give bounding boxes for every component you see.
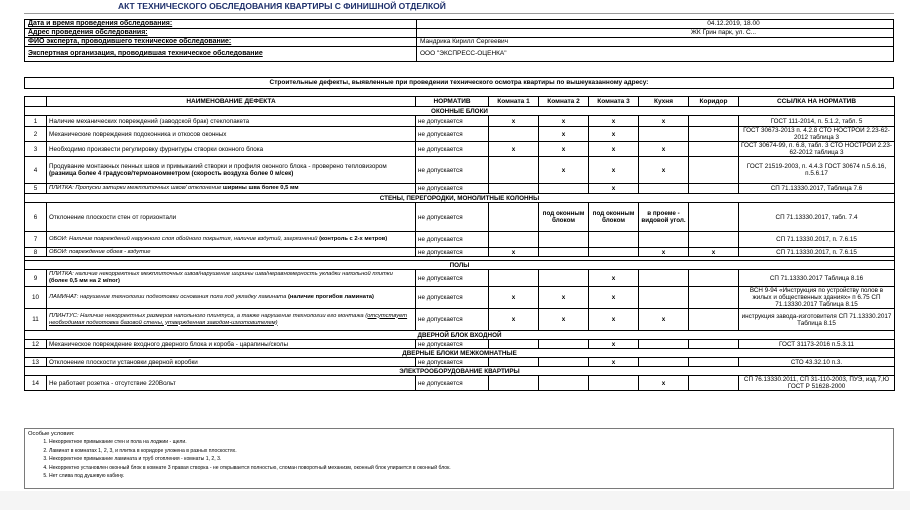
corridor-cell: [689, 142, 739, 157]
title-divider: [24, 13, 894, 14]
room2-mark: x: [539, 157, 589, 184]
room1-cell: [489, 270, 539, 287]
kitchen-cell: [639, 270, 689, 287]
room2-cell: [539, 376, 589, 391]
room2-mark: x: [539, 309, 589, 331]
expert-value: Мандрика Кирилл Сергеевич: [417, 38, 894, 47]
org-label: Экспертная организация, проводившая техническое обследование: [25, 47, 417, 62]
table-row: [25, 157, 895, 184]
defect-name: Отклонение плоскости стен от горизонтали: [47, 203, 416, 232]
table-row: [25, 184, 895, 194]
norm-ref: ГОСТ 30674-99, п. 6.8, табл. 3 СТО НОСТРОЙ 2.23-62-2012 таблица 3: [739, 142, 895, 157]
table-row: [25, 232, 895, 248]
address-value: ЖК Грин парк, ул. С...: [417, 29, 894, 38]
room3-cell: [589, 232, 639, 248]
row-num: 5: [25, 184, 47, 194]
room1-mark: x: [489, 309, 539, 331]
room1-cell: [489, 358, 539, 367]
room2-mark: x: [539, 287, 589, 309]
defect-name: Необходимо произвести регулировку фурнитуры створки оконного блока: [47, 142, 416, 157]
norm-ref: ГОСТ 21519-2003, п. 4.4.3 ГОСТ 30674 п.5.6.16, п.5.6.17: [739, 157, 895, 184]
defects-banner: Строительные дефекты, выявленные при проведении технического осмотра квартиры по вышеуказанному адресу:: [24, 77, 894, 89]
norm-ref: СП 71.13330.2017, табл. 7.4: [739, 203, 895, 232]
room2-cell: [539, 184, 589, 194]
defect-name-bold: (контроль с 2-х метров): [319, 236, 388, 242]
room3-mark: x: [589, 358, 639, 367]
room3-cell: [589, 248, 639, 257]
note-item: 3. Некорректное примыкание ламината и труб отопления - комнаты 1, 2, 3.: [49, 455, 893, 464]
defect-name-text: ПЛИНТУС: Наличие некорректных размеров напольного плинтуса, а также нарушение технологии его монтажа: [49, 312, 364, 319]
defect-name: [47, 184, 416, 194]
room3-mark: x: [589, 127, 639, 142]
section-floors: ПОЛЫ: [25, 261, 895, 270]
defect-name: [47, 157, 416, 184]
row-num: 12: [25, 340, 47, 349]
row-num: 7: [25, 232, 47, 248]
defect-name-text: ОБОИ: Наличие повреждений наружного слоя обойного покрытия, наличие вздутий, загрязнений: [49, 236, 318, 242]
note-item: 5. Нет слива под душевую кабину.: [49, 472, 893, 481]
table-row: [25, 340, 895, 349]
date-value: 04.12.2019, 18.00: [417, 20, 894, 29]
kitchen-cell: [639, 127, 689, 142]
row-num: 14: [25, 376, 47, 391]
room3-mark: x: [589, 270, 639, 287]
norm-value: не допускается: [416, 358, 489, 367]
expert-label: ФИО эксперта, проводившего техническое обследование:: [25, 38, 417, 47]
corridor-cell: [689, 287, 739, 309]
room1-cell: [489, 232, 539, 248]
table-row: [25, 248, 895, 257]
norm-value: не допускается: [416, 248, 489, 257]
corridor-cell: [689, 358, 739, 367]
defect-name-text: ЛАМИНАТ: нарушение технологии подготовки основания пола под укладку ламината: [49, 294, 287, 300]
room3-mark: x: [589, 287, 639, 309]
room2-mark: x: [539, 116, 589, 127]
header-corridor: Коридор: [689, 97, 739, 107]
norm-ref: ГОСТ 31173-2016 п.5.3.11: [739, 340, 895, 349]
defect-name-bold: (разница более 4 градусов/термоаномметром (скорость воздуха более 0 м/сек): [49, 170, 294, 177]
norm-value: не допускается: [416, 340, 489, 349]
note-item: 2. Ламинат в комнатах 1, 2, 3, и плитка в коридоре уложена в разных плоскостях.: [49, 447, 893, 456]
norm-ref: СП 71.13330.2017, Таблица 7.6: [739, 184, 895, 194]
note-item: 1. Некорректное примыкание стен и пола на лоджии - щели.: [49, 438, 893, 447]
table-row: [25, 142, 895, 157]
room1-mark: x: [489, 142, 539, 157]
norm-ref: инструкция завода-изготовителя СП 71.13330.2017 Таблица 8.15: [739, 309, 895, 331]
address-label: Адрес проведения обследования:: [25, 29, 417, 38]
room3-mark: x: [589, 116, 639, 127]
kitchen-mark: x: [639, 248, 689, 257]
row-num: 3: [25, 142, 47, 157]
row-num: 6: [25, 203, 47, 232]
header-ref: ССЫЛКА НА НОРМАТИВ: [739, 97, 895, 107]
kitchen-cell: [639, 340, 689, 349]
norm-ref: ГОСТ 111-2014, п. 5.1.2, табл. 5: [739, 116, 895, 127]
corridor-cell: [689, 157, 739, 184]
page-bottom-margin: [0, 491, 910, 510]
defect-name: [47, 309, 416, 331]
norm-value: не допускается: [416, 184, 489, 194]
header-num: [25, 97, 47, 107]
kitchen-mark: x: [639, 142, 689, 157]
room1-cell: [489, 127, 539, 142]
notes-heading: Особые условия:: [28, 431, 75, 437]
room3-mark: x: [589, 184, 639, 194]
row-num: 4: [25, 157, 47, 184]
defect-name: [47, 248, 416, 257]
norm-value: не допускается: [416, 157, 489, 184]
norm-ref: ВСН 9-94 «Инструкция по устройству полов в жилых и общественных зданиях» п 6.75 СП 71.13330.2017 Таблица 8.15: [739, 287, 895, 309]
room2-cell: [539, 232, 589, 248]
defects-table: [24, 96, 895, 391]
room2-cell: [539, 340, 589, 349]
section-interior-doors: ДВЕРНЫЕ БЛОКИ МЕЖКОМНАТНЫЕ: [25, 349, 895, 358]
section-windows: ОКОННЫЕ БЛОКИ: [25, 107, 895, 116]
room2-mark: x: [539, 127, 589, 142]
document-title: АКТ ТЕХНИЧЕСКОГО ОБСЛЕДОВАНИЯ КВАРТИРЫ С ФИНИШНОЙ ОТДЕЛКОЙ: [118, 1, 446, 11]
table-row: [25, 127, 895, 142]
norm-value: не допускается: [416, 376, 489, 391]
row-num: 11: [25, 309, 47, 331]
row-num: 8: [25, 248, 47, 257]
room1-cell: [489, 203, 539, 232]
defect-name: [47, 287, 416, 309]
corridor-cell: [689, 376, 739, 391]
defect-name-underlined: (отсутствует необходимая подготовка базовой стены, утвержденная заводом-изготовителем): [49, 312, 408, 326]
note-item: 4. Некорректно установлен оконный блок в комнате 3 правая створка - не открывается полностью, сломан поворотный механизм, оконный блок упирается в оконный блок.: [49, 464, 893, 473]
row-num: 10: [25, 287, 47, 309]
corridor-cell: [689, 340, 739, 349]
norm-ref: СП 76.13330.2011, СП 31-110-2003, ПУЭ, изд.7,Ю ГОСТ Р 51628-2000: [739, 376, 895, 391]
room1-mark: x: [489, 287, 539, 309]
defect-name: [47, 232, 416, 248]
special-conditions: [24, 428, 894, 489]
room3-location: под оконным блоком: [589, 203, 639, 232]
defect-name: Механическое повреждение входного дверного блока и короба - царапины/сколы: [47, 340, 416, 349]
norm-value: не допускается: [416, 142, 489, 157]
corridor-cell: [689, 116, 739, 127]
kitchen-cell: [639, 287, 689, 309]
table-row: [25, 270, 895, 287]
defect-name-bold: (более 0,5 мм на 2 м/пог): [49, 278, 120, 284]
defect-name-text: ПЛИТКА: наличие некорректных межплиточных швов/нарушение ширины шва/неравномерность укладки напольной плитки: [49, 271, 393, 277]
room1-mark: x: [489, 116, 539, 127]
table-row: [25, 116, 895, 127]
room1-cell: [489, 376, 539, 391]
room3-mark: x: [589, 309, 639, 331]
room2-location: под оконным блоком: [539, 203, 589, 232]
kitchen-location: в проеме - видовой угол.: [639, 203, 689, 232]
notes-list: [25, 438, 893, 481]
date-label: Дата и время проведения обследования:: [25, 20, 417, 29]
table-row: [25, 358, 895, 367]
defect-name: Механические повреждения подоконника и откосов оконных: [47, 127, 416, 142]
defect-name-bold: (наличие прогибов ламината): [287, 294, 374, 300]
header-room1: Комната 1: [489, 97, 539, 107]
room2-cell: [539, 248, 589, 257]
norm-value: не допускается: [416, 232, 489, 248]
room3-mark: x: [589, 157, 639, 184]
header-name: НАИМЕНОВАНИЕ ДЕФЕКТА: [47, 97, 416, 107]
defect-name-text: ПЛИТКА: Пропуски затирки межплиточных швов/ отклонение: [49, 185, 222, 191]
defect-name: Не работает розетка - отсутствие 220Вольт: [47, 376, 416, 391]
room3-cell: [589, 376, 639, 391]
corridor-mark: x: [689, 248, 739, 257]
norm-value: не допускается: [416, 309, 489, 331]
room2-cell: [539, 358, 589, 367]
table-row: [25, 287, 895, 309]
room3-mark: x: [589, 142, 639, 157]
norm-ref: ГОСТ 30673-2013 п. 4.2.8 СТО НОСТРОЙ 2.23-62-2012 таблица 3: [739, 127, 895, 142]
norm-value: не допускается: [416, 127, 489, 142]
table-row: [25, 376, 895, 391]
defect-name-bold: ширины шва более 0,5 мм: [222, 185, 299, 191]
defect-name: Наличие механических повреждений (заводской брак) стеклопакета: [47, 116, 416, 127]
norm-ref: СТО 43.32.10 п.3.: [739, 358, 895, 367]
corridor-cell: [689, 270, 739, 287]
table-header-row: [25, 97, 895, 107]
room1-mark: x: [489, 248, 539, 257]
norm-ref: СП 71.13330.2017, п. 7.6.15: [739, 232, 895, 248]
table-row: [25, 203, 895, 232]
row-num: 2: [25, 127, 47, 142]
kitchen-cell: [639, 232, 689, 248]
room1-cell: [489, 184, 539, 194]
corridor-cell: [689, 232, 739, 248]
row-num: 1: [25, 116, 47, 127]
kitchen-cell: [639, 358, 689, 367]
corridor-cell: [689, 203, 739, 232]
norm-value: не допускается: [416, 287, 489, 309]
header-kitchen: Кухня: [639, 97, 689, 107]
norm-value: не допускается: [416, 270, 489, 287]
norm-ref: СП 71.13330.2017 Таблица 8.16: [739, 270, 895, 287]
norm-ref: СП 71.13330.2017, п. 7.6.15: [739, 248, 895, 257]
table-row: [25, 309, 895, 331]
defect-name: Отклонение плоскости установки дверной коробки: [47, 358, 416, 367]
row-num: 9: [25, 270, 47, 287]
kitchen-cell: [639, 184, 689, 194]
room2-mark: x: [539, 142, 589, 157]
section-electrical: ЭЛЕКТРООБОРУДОВАНИЕ КВАРТИРЫ: [25, 367, 895, 376]
org-value: ООО "ЭКСПРЕСС-ОЦЕНКА": [417, 47, 894, 62]
room2-cell: [539, 270, 589, 287]
corridor-cell: [689, 127, 739, 142]
section-walls: СТЕНЫ, ПЕРЕГОРОДКИ, МОНОЛИТНЫЕ КОЛОННЫ: [25, 194, 895, 203]
room3-mark: x: [589, 340, 639, 349]
header-room2: Комната 2: [539, 97, 589, 107]
norm-value: не допускается: [416, 203, 489, 232]
defect-name-text: Продувание монтажных пенных швов и примыкаиий створки и профиля оконного блока - проверено тепловизором: [49, 163, 387, 170]
kitchen-mark: x: [639, 116, 689, 127]
defect-name-text: ОБОИ: повреждение обоев - вздутие: [49, 248, 151, 255]
kitchen-mark: x: [639, 157, 689, 184]
defect-name: [47, 270, 416, 287]
header-norm: НОРМАТИВ: [416, 97, 489, 107]
corridor-cell: [689, 309, 739, 331]
kitchen-mark: x: [639, 376, 689, 391]
row-num: 13: [25, 358, 47, 367]
room1-cell: [489, 157, 539, 184]
corridor-cell: [689, 184, 739, 194]
norm-value: не допускается: [416, 116, 489, 127]
section-entry-door: ДВЕРНОЙ БЛОК ВХОДНОЙ: [25, 331, 895, 340]
room1-cell: [489, 340, 539, 349]
kitchen-mark: x: [639, 309, 689, 331]
header-room3: Комната 3: [589, 97, 639, 107]
inspection-info-table: [24, 19, 894, 62]
